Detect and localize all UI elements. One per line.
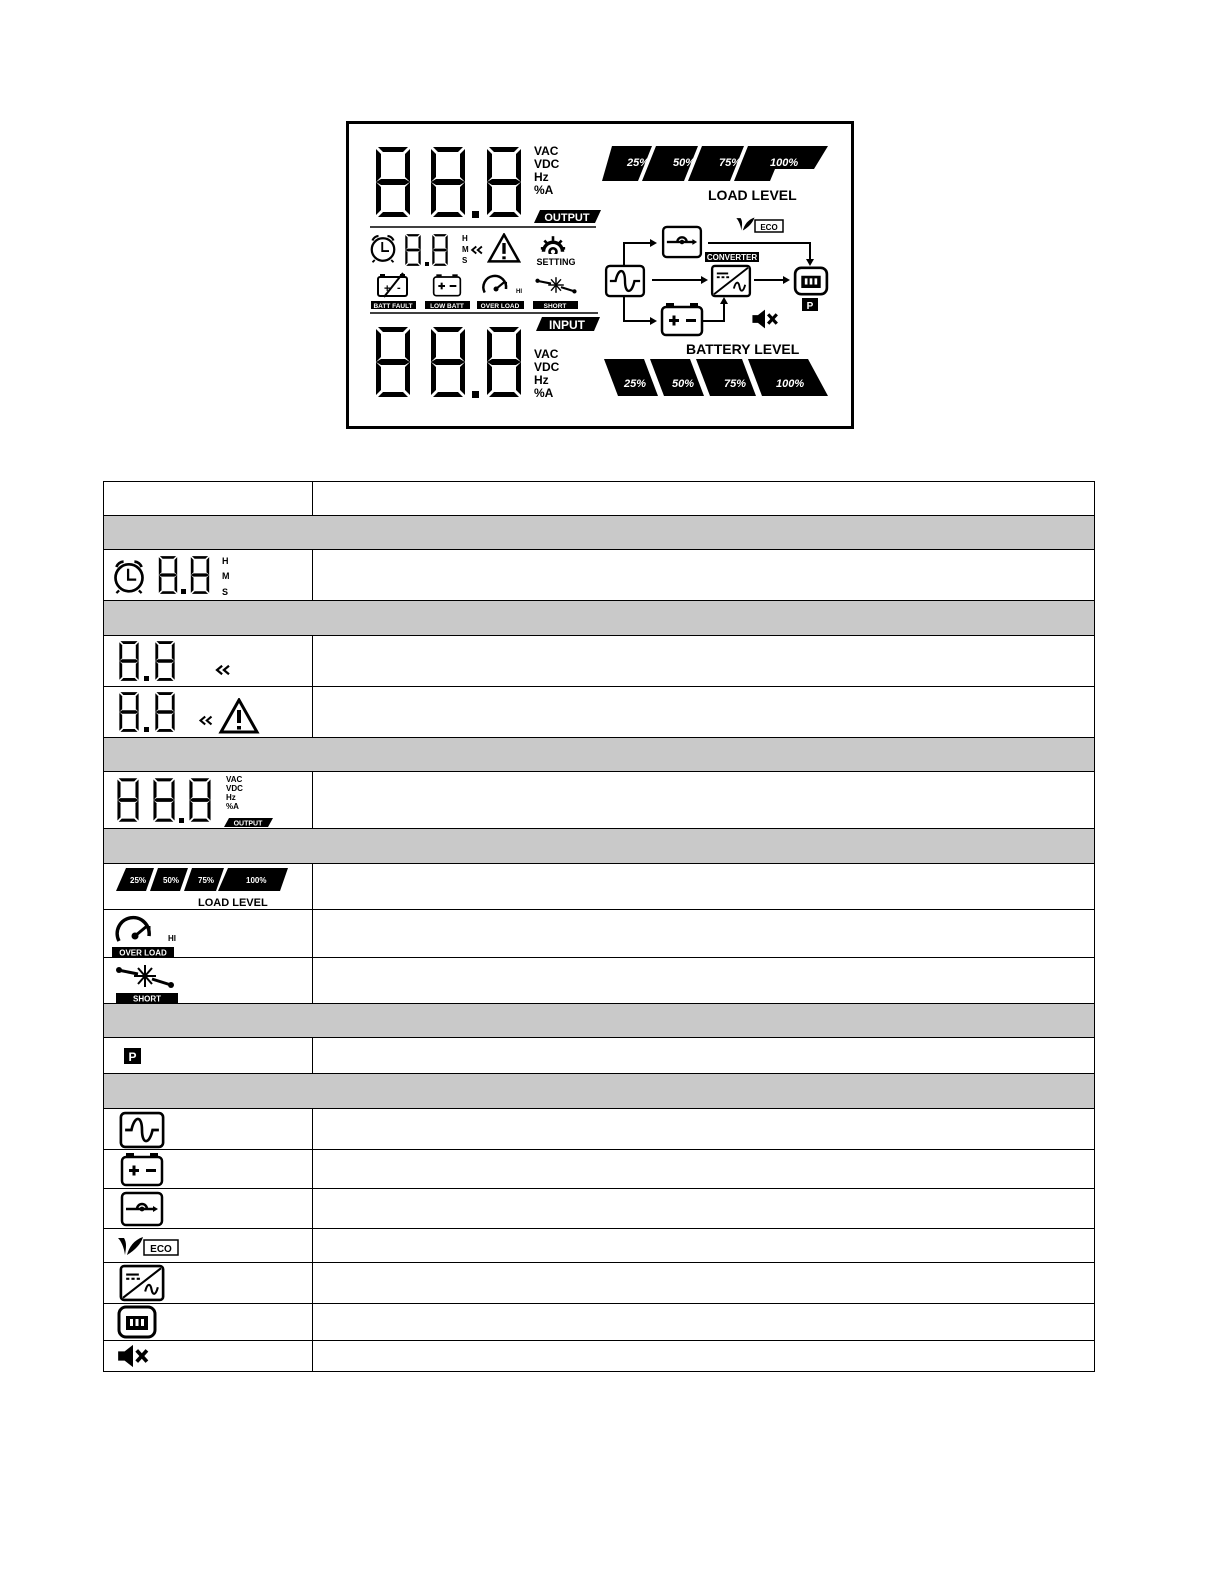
svg-text:OVER LOAD: OVER LOAD bbox=[119, 948, 167, 957]
svg-text:OUTPUT: OUTPUT bbox=[233, 820, 263, 827]
unit-pct-a-bottom: %A bbox=[534, 386, 554, 400]
input-label: INPUT bbox=[549, 318, 585, 332]
unit-hz-bottom: Hz bbox=[534, 373, 549, 387]
svg-text:75%: 75% bbox=[198, 875, 215, 885]
output-label: OUTPUT bbox=[544, 212, 590, 224]
setting-label: SETTING bbox=[536, 257, 576, 267]
section-row bbox=[104, 1074, 1095, 1109]
converter-label: CONVERTER bbox=[706, 253, 758, 262]
timer-icon bbox=[108, 552, 240, 598]
eco-icon-cell bbox=[104, 1229, 313, 1263]
converter-icon bbox=[108, 1263, 172, 1303]
short-icon-cell bbox=[104, 958, 313, 1004]
table-row bbox=[104, 1150, 1095, 1189]
bypass-icon bbox=[108, 1190, 172, 1228]
mute-icon-cell bbox=[104, 1341, 313, 1372]
svg-text:LOAD LEVEL: LOAD LEVEL bbox=[198, 896, 268, 909]
mute-icon bbox=[108, 1342, 158, 1370]
svg-text:50%: 50% bbox=[163, 875, 180, 885]
eco-icon bbox=[108, 1233, 184, 1259]
table-row bbox=[104, 636, 1095, 687]
ac-mains-icon bbox=[108, 1109, 172, 1149]
output-reading-icon-cell bbox=[104, 772, 313, 829]
warning-code-icon-cell bbox=[104, 636, 313, 687]
ac-mains-icon-cell bbox=[104, 1109, 313, 1150]
unit-pct-a-top: %A bbox=[534, 183, 554, 197]
svg-text:100%: 100% bbox=[246, 875, 267, 885]
svg-text:M: M bbox=[222, 571, 230, 581]
lcd-panel bbox=[346, 121, 854, 429]
table-header bbox=[104, 482, 1095, 516]
svg-text:HI: HI bbox=[168, 933, 176, 943]
unit-hz-top: Hz bbox=[534, 170, 549, 184]
svg-text:-: - bbox=[397, 282, 401, 294]
svg-text:Hz: Hz bbox=[226, 793, 236, 802]
table-row bbox=[104, 910, 1095, 958]
load-level-icon-cell bbox=[104, 864, 313, 910]
battery-icon-cell bbox=[104, 1150, 313, 1189]
svg-text:VDC: VDC bbox=[226, 784, 243, 793]
load-level-icon bbox=[108, 865, 298, 909]
svg-text:SHORT: SHORT bbox=[133, 994, 161, 1003]
overload-icon-cell bbox=[104, 910, 313, 958]
table-row bbox=[104, 1038, 1095, 1074]
unit-vac-bottom: VAC bbox=[534, 347, 559, 361]
unit-vdc-bottom: VDC bbox=[534, 360, 560, 374]
load-100: 100% bbox=[770, 157, 799, 169]
unit-vac-top: VAC bbox=[534, 144, 559, 158]
timer-unit-s: S bbox=[462, 256, 468, 265]
section-row bbox=[104, 1004, 1095, 1038]
short-icon bbox=[108, 959, 184, 1003]
batt-fault-label: BATT FAULT bbox=[373, 303, 413, 310]
p-icon-cell bbox=[104, 1038, 313, 1074]
battery-50: 50% bbox=[672, 378, 695, 390]
fault-code-icon bbox=[108, 689, 268, 735]
load-25: 25% bbox=[627, 157, 650, 169]
lcd-diagram bbox=[346, 121, 854, 429]
low-batt-label: LOW BATT bbox=[430, 303, 464, 310]
table-row bbox=[104, 772, 1095, 829]
table-row bbox=[104, 1341, 1095, 1372]
svg-text:H: H bbox=[222, 556, 229, 566]
short-label: SHORT bbox=[543, 303, 567, 310]
table-row bbox=[104, 1109, 1095, 1150]
timer-unit-m: M bbox=[462, 245, 469, 254]
table-row bbox=[104, 550, 1095, 601]
output-reading-icon bbox=[108, 773, 278, 827]
overload-hi-label: HI bbox=[516, 289, 522, 295]
unit-vdc-top: VDC bbox=[534, 157, 560, 171]
table-row bbox=[104, 1304, 1095, 1341]
svg-text:P: P bbox=[128, 1049, 137, 1064]
table-row bbox=[104, 687, 1095, 738]
eco-label: ECO bbox=[760, 223, 778, 232]
svg-text:S: S bbox=[222, 587, 229, 597]
table-row bbox=[104, 958, 1095, 1004]
outlet-icon bbox=[108, 1304, 164, 1340]
p-label: P bbox=[806, 301, 814, 312]
converter-icon-cell bbox=[104, 1263, 313, 1304]
overload-icon bbox=[108, 911, 184, 957]
svg-text:%A: %A bbox=[226, 802, 239, 811]
table-row bbox=[104, 1229, 1095, 1263]
load-50: 50% bbox=[673, 157, 696, 169]
header-description-col bbox=[313, 482, 1095, 516]
table-row bbox=[104, 1263, 1095, 1304]
battery-75: 75% bbox=[724, 378, 747, 390]
table-row bbox=[104, 864, 1095, 910]
battery-icon bbox=[108, 1150, 172, 1188]
overload-label: OVER LOAD bbox=[480, 303, 520, 310]
battery-25: 25% bbox=[624, 378, 647, 390]
timer-icon-cell bbox=[104, 550, 313, 601]
load-75: 75% bbox=[719, 157, 742, 169]
svg-text:VAC: VAC bbox=[226, 775, 243, 784]
svg-text:25%: 25% bbox=[130, 875, 147, 885]
p-icon bbox=[108, 1045, 154, 1067]
legend-table bbox=[103, 481, 1095, 1372]
bypass-icon-cell bbox=[104, 1189, 313, 1229]
section-row bbox=[104, 738, 1095, 772]
warning-code-icon bbox=[108, 638, 240, 684]
outlet-icon-cell bbox=[104, 1304, 313, 1341]
svg-text:ECO: ECO bbox=[150, 1243, 172, 1255]
battery-level-bar bbox=[604, 359, 828, 396]
table-row bbox=[104, 1189, 1095, 1229]
load-level-label: LOAD LEVEL bbox=[708, 187, 797, 203]
battery-level-label: BATTERY LEVEL bbox=[686, 341, 800, 357]
section-row bbox=[104, 601, 1095, 636]
fault-code-icon-cell bbox=[104, 687, 313, 738]
section-row bbox=[104, 829, 1095, 864]
battery-100: 100% bbox=[776, 378, 805, 390]
svg-text:+: + bbox=[384, 283, 391, 295]
header-icon-col bbox=[104, 482, 313, 516]
timer-unit-h: H bbox=[462, 234, 468, 243]
section-row bbox=[104, 516, 1095, 550]
